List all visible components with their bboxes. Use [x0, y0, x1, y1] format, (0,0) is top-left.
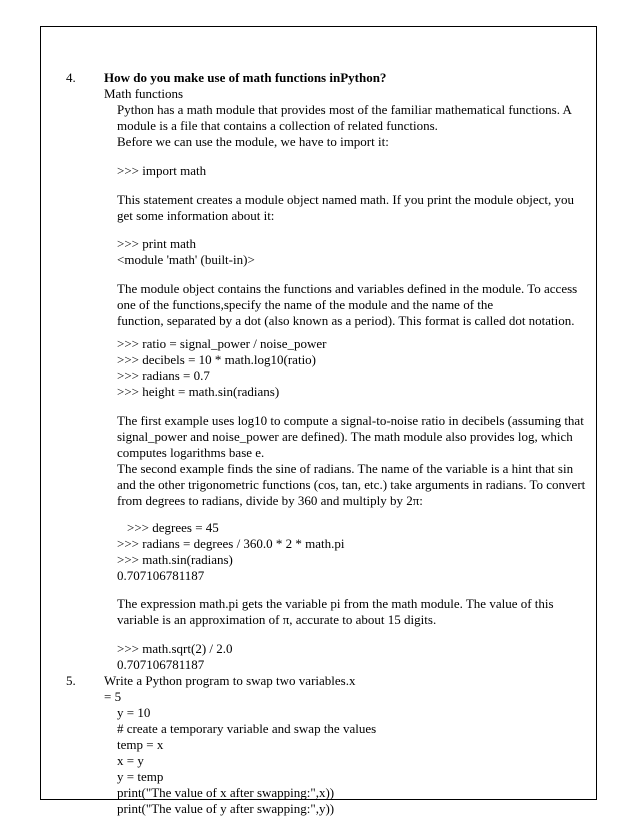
paragraph-line: get some information about it: [117, 208, 275, 223]
code-line: >>> import math [117, 163, 207, 178]
paragraph-line: Python has a math module that provides most of the familiar mathematical functions. A [117, 102, 572, 117]
paragraph-line: from degrees to radians, divide by 360 and multiply by 2π: [117, 493, 423, 508]
code-line: >>> degrees = 45 [127, 520, 219, 535]
code-line: print("The value of y after swapping:",y)) [117, 801, 335, 816]
code-line: # create a temporary variable and swap the values [117, 721, 377, 736]
paragraph-line: module is a file that contains a collection of related functions. [117, 118, 438, 133]
code-line: y = temp [117, 769, 164, 784]
paragraph-line: The second example finds the sine of radians. The name of the variable is a hint that sin [117, 461, 574, 476]
paragraph-line: The module object contains the functions and variables defined in the module. To access [117, 281, 578, 296]
code-line: y = 10 [117, 705, 151, 720]
code-line: >>> math.sin(radians) [117, 552, 233, 567]
code-line: >>> radians = degrees / 360.0 * 2 * math.pi [117, 536, 345, 551]
code-line: x = y [117, 753, 144, 768]
paragraph-line: and the other trigonometric functions (cos, tan, etc.) take arguments in radians. To convert [117, 477, 586, 492]
question-number: 5. [66, 673, 76, 688]
question-title: How do you make use of math functions inPython? [104, 70, 387, 85]
code-line: >>> decibels = 10 * math.log10(ratio) [117, 352, 317, 367]
paragraph-line: one of the functions,specify the name of the module and the name of the [117, 297, 494, 312]
question-number: 4. [66, 70, 76, 85]
code-output: 0.707106781187 [117, 657, 205, 672]
paragraph-line: This statement creates a module object named math. If you print the module object, you [117, 192, 575, 207]
paragraph-line: The expression math.pi gets the variable pi from the math module. The value of this [117, 596, 554, 611]
code-line: >>> ratio = signal_power / noise_power [117, 336, 327, 351]
code-line: >>> radians = 0.7 [117, 368, 210, 383]
code-line: print("The value of x after swapping:",x)) [117, 785, 335, 800]
code-line: temp = x [117, 737, 164, 752]
paragraph-line: The first example uses log10 to compute a signal-to-noise ratio in decibels (assuming that [117, 413, 584, 428]
question-title: Write a Python program to swap two variables.x [104, 673, 356, 688]
code-line: >>> math.sqrt(2) / 2.0 [117, 641, 233, 656]
paragraph-line: signal_power and noise_power are defined). The math module also provides log, which [117, 429, 573, 444]
paragraph-line: variable is an approximation of π, accurate to about 15 digits. [117, 612, 437, 627]
code-line: = 5 [104, 689, 122, 704]
paragraph-line: computes logarithms base e. [117, 445, 265, 460]
paragraph-line: function, separated by a dot (also known as a period). This format is called dot notation. [117, 313, 575, 328]
code-line: >>> height = math.sin(radians) [117, 384, 280, 399]
paragraph-line: Before we can use the module, we have to import it: [117, 134, 389, 149]
code-output: 0.707106781187 [117, 568, 205, 583]
section-heading: Math functions [104, 86, 184, 101]
code-line: <module 'math' (built-in)> [117, 252, 255, 267]
code-line: >>> print math [117, 236, 197, 251]
